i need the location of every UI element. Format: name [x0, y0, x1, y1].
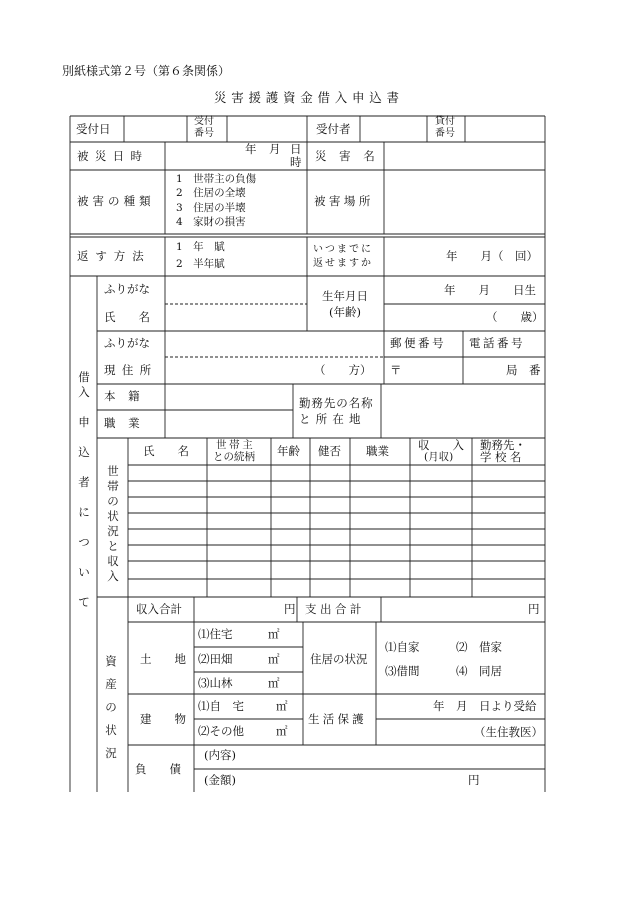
- age-field[interactable]: （ 歳）: [486, 310, 544, 324]
- loan-no-label-2: 番号: [435, 128, 455, 139]
- damage-place-field[interactable]: [385, 171, 544, 233]
- exchange-field[interactable]: 局 番: [506, 363, 541, 377]
- livelihood-since-field[interactable]: 年 月 日より受給: [433, 699, 537, 713]
- phone-number-label: 電話番号: [469, 336, 526, 350]
- household-col-income-2: (月収): [424, 451, 454, 463]
- day-label: 日: [290, 142, 302, 156]
- received-date-label: 受付日: [76, 122, 111, 136]
- until-when-label-1: いつまでに: [313, 244, 373, 255]
- receiver-label: 受付者: [316, 122, 351, 136]
- household-col-relation-2: との続柄: [213, 451, 255, 463]
- housing-status-label: 住居の状況: [310, 652, 368, 666]
- postal-code-field[interactable]: [402, 358, 462, 383]
- sqm-unit-5: ㎡: [276, 724, 288, 738]
- household-row[interactable]: [129, 482, 544, 496]
- workplace-field[interactable]: [382, 385, 544, 437]
- age-label: (年齢): [329, 305, 361, 319]
- household-row[interactable]: [129, 580, 544, 596]
- workplace-label-2: と所在地: [299, 412, 366, 426]
- receipt-no-label-2: 番号: [194, 128, 214, 139]
- until-when-label-2: 返せますか: [313, 258, 373, 269]
- land-item-field: ⑵田畑: [198, 652, 233, 666]
- housing-option-cohabit[interactable]: ⑷ 同居: [456, 664, 502, 678]
- name-field[interactable]: [166, 305, 306, 330]
- income-total-yen: 円: [284, 602, 296, 616]
- birth-date-field[interactable]: 年 月 日生: [444, 283, 536, 297]
- household-row[interactable]: [129, 562, 544, 578]
- building-item-home: ⑴自 宅: [198, 699, 244, 713]
- damage-option-4[interactable]: 4 家財の損害: [176, 216, 246, 228]
- household-col-school-1: 勤務先・: [480, 438, 526, 452]
- loan-no-field[interactable]: [466, 117, 544, 141]
- postal-mark: 〒: [390, 363, 402, 377]
- address-label: 現住所: [104, 363, 158, 377]
- name-label: 氏 名: [104, 310, 150, 324]
- repayment-option-1[interactable]: 1 年 賦: [176, 241, 225, 253]
- housing-option-own[interactable]: ⑴自家: [385, 640, 420, 654]
- household-row[interactable]: [129, 546, 544, 560]
- debt-amount-field[interactable]: [244, 770, 464, 791]
- form-number: 別紙様式第２号（第６条関係）: [62, 64, 231, 78]
- expense-total-field[interactable]: [382, 598, 526, 621]
- land-item-forest: ⑶山林: [198, 676, 233, 690]
- year-label: 年: [245, 142, 257, 156]
- household-col-school-2: 学校名: [480, 450, 525, 464]
- damage-option-3[interactable]: 3 住居の半壊: [176, 202, 246, 214]
- household-row[interactable]: [129, 466, 544, 480]
- household-row[interactable]: [129, 530, 544, 544]
- sqm-unit-1: ㎡: [268, 627, 280, 641]
- receipt-no-field[interactable]: [228, 117, 306, 141]
- debt-yen: 円: [468, 773, 480, 787]
- form-title: 災害援護資金借入申込書: [214, 90, 404, 105]
- month-label: 月: [269, 142, 281, 156]
- received-date-field[interactable]: [125, 117, 186, 141]
- livelihood-office-field[interactable]: （生住教医）: [474, 725, 543, 739]
- loan-no-label-1: 貸付: [435, 116, 455, 127]
- household-col-occupation: 職業: [366, 444, 389, 458]
- furigana-field[interactable]: [166, 277, 306, 303]
- income-total-field[interactable]: [195, 598, 281, 621]
- building-item-other: ⑵その他: [198, 724, 244, 738]
- household-col-income-1: 収 入: [418, 438, 464, 452]
- receipt-no-label-1: 受付: [194, 116, 214, 127]
- damage-option-1[interactable]: 1 世帯主の負傷: [176, 173, 257, 185]
- household-col-name: 氏 名: [143, 444, 189, 458]
- household-section-label: 世 帯 の 状 況 と 収 入: [107, 464, 119, 583]
- domicile-field[interactable]: [166, 385, 292, 409]
- hour-label: 時: [290, 155, 302, 169]
- livelihood-label: 生活保護: [308, 712, 367, 726]
- disaster-name-label: 災害名: [315, 149, 388, 163]
- address-furigana-label: ふりがな: [104, 336, 150, 350]
- housing-option-room[interactable]: ⑶借間: [385, 664, 420, 678]
- occupation-field[interactable]: [166, 411, 292, 437]
- damage-type-label: 被害の種類: [77, 194, 155, 208]
- workplace-label-1: 勤務先の名称: [299, 396, 374, 410]
- damage-place-label: 被害場所: [314, 194, 374, 208]
- land-label: 土 地: [140, 652, 192, 666]
- receiver-field[interactable]: [361, 117, 426, 141]
- housing-option-rent[interactable]: ⑵ 借家: [456, 640, 502, 654]
- income-total-label: 収入合計: [136, 602, 182, 616]
- applicant-section-label: 借 入 申 込 者 に つ い て: [78, 370, 90, 609]
- disaster-name-field[interactable]: [385, 143, 544, 169]
- sqm-unit-4: ㎡: [276, 699, 288, 713]
- household-col-age: 年齢: [277, 444, 300, 458]
- disaster-datetime-label: 被災日時: [77, 149, 149, 163]
- debt-content-label: (内容): [204, 748, 236, 762]
- furigana-label: ふりがな: [104, 282, 150, 296]
- building-label: 建 物: [140, 712, 192, 726]
- occupation-label: 職業: [104, 416, 153, 430]
- sqm-unit-3: ㎡: [268, 676, 280, 690]
- household-col-health: 健否: [318, 444, 341, 458]
- address-furigana-field[interactable]: [166, 332, 383, 356]
- debt-amount-label: (金額): [204, 773, 236, 787]
- assets-section-label: 資 産 の 状 況: [105, 654, 117, 760]
- repayment-method-label: 返す方法: [77, 249, 151, 263]
- address-ho-field[interactable]: （ 方）: [314, 363, 372, 377]
- household-row[interactable]: [129, 498, 544, 512]
- land-item-house: ⑴住宅: [198, 627, 233, 641]
- household-col-relation-1: 世帯主: [216, 439, 256, 451]
- repayment-option-2[interactable]: 2 半年賦: [176, 258, 225, 270]
- damage-option-2[interactable]: 2 住居の全壊: [176, 187, 246, 199]
- expense-total-yen: 円: [528, 602, 540, 616]
- domicile-label: 本籍: [104, 389, 153, 403]
- debt-content-field[interactable]: [244, 746, 544, 768]
- household-row[interactable]: [129, 514, 544, 528]
- postal-code-label: 郵便番号: [390, 336, 447, 350]
- expense-total-label: 支出合計: [305, 602, 365, 616]
- address-field[interactable]: [166, 358, 306, 383]
- sqm-unit-2: ㎡: [268, 652, 280, 666]
- repayment-period[interactable]: 年 月（ 回）: [446, 249, 538, 263]
- debt-label: 負 債: [135, 762, 187, 776]
- birthdate-label: 生年月日: [322, 289, 368, 303]
